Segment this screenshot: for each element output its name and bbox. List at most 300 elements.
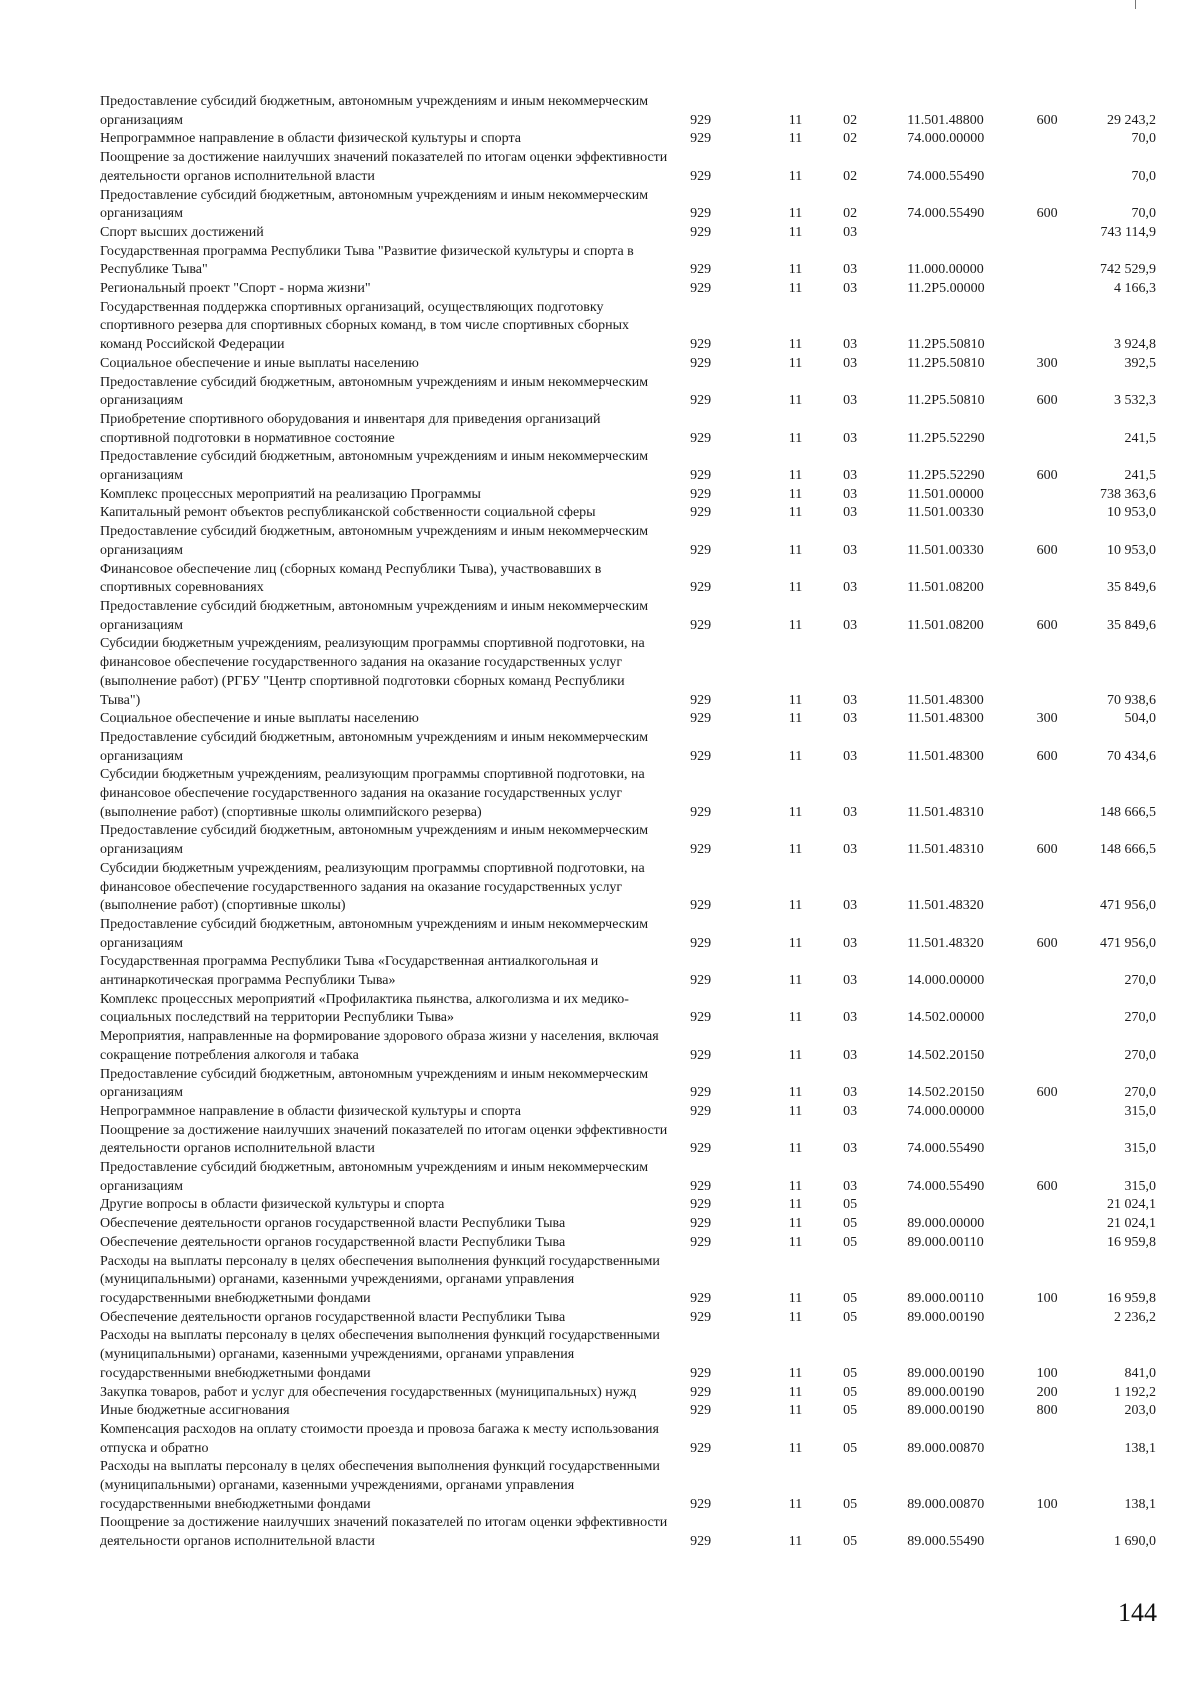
row-sum: 270,0: [1124, 1010, 1156, 1026]
row-name: Обеспечение деятельности органов государственной власти Республики Тыва: [100, 1216, 566, 1232]
row-subsection: 03: [843, 842, 858, 858]
row-sum: 10 953,0: [1106, 542, 1156, 558]
row-article: 11.501.48310: [907, 842, 984, 858]
table-row: [100, 1402, 1160, 1421]
row-name: Социальное обеспечение и иные выплаты населению: [100, 711, 419, 727]
row-article: 14.502.20150: [907, 1047, 985, 1063]
row-section: 11: [788, 262, 803, 278]
row-section: 11: [788, 1496, 803, 1512]
row-article: 11.501.48800: [907, 112, 984, 128]
table-row: [100, 93, 1160, 130]
row-article: 89.000.00190: [907, 1365, 985, 1381]
row-subsection: 03: [843, 580, 858, 596]
row-subsection: 05: [843, 1384, 858, 1400]
row-section: 11: [788, 935, 803, 951]
row-article: 14.000.00000: [907, 973, 985, 989]
row-code: 929: [690, 486, 712, 502]
row-code: 929: [690, 935, 712, 951]
row-section: 11: [788, 542, 803, 558]
row-code: 929: [690, 617, 712, 633]
row-subsection: 03: [843, 224, 858, 240]
row-section: 11: [788, 486, 803, 502]
row-section: 11: [788, 1309, 803, 1325]
row-section: 11: [788, 898, 803, 914]
row-subsection: 03: [843, 281, 858, 297]
row-subsection: 05: [843, 1440, 858, 1456]
row-sum: 16 959,8: [1106, 1291, 1156, 1306]
row-code: 929: [690, 1047, 712, 1063]
table-row: [100, 916, 1160, 953]
row-name: Обеспечение деятельности органов государственной власти Республики Тыва: [100, 1234, 566, 1250]
row-article: 74.000.00000: [907, 131, 985, 147]
table-row: [100, 953, 1160, 990]
table-row: [100, 561, 1160, 598]
row-code: 929: [690, 580, 712, 596]
row-subsection: 03: [843, 1085, 858, 1101]
row-subsection: 03: [843, 1103, 858, 1119]
row-code: 929: [690, 898, 712, 914]
row-name: Мероприятия, направленные на формирование здорового образа жизни у населения, включая сокращение потребления алкоголя и табака: [100, 1029, 659, 1063]
row-name: Предоставление субсидий бюджетным, автономным учреждениям и иным некоммерческим организациям: [100, 1066, 649, 1101]
table-row: [100, 1384, 1160, 1403]
row-code: 929: [690, 112, 712, 128]
row-article: 14.502.20150: [907, 1085, 985, 1101]
row-subsection: 05: [843, 1309, 858, 1325]
row-subsection: 03: [843, 468, 858, 484]
row-name: Предоставление субсидий бюджетным, автономным учреждениям и иным некоммерческим организациям: [100, 524, 649, 558]
row-name: Поощрение за достижение наилучших значений показателей по итогам оценки эффективности деятельности органов исполнительной власти: [100, 1515, 668, 1550]
row-section: 11: [788, 1216, 803, 1232]
row-sum: 2 236,2: [1113, 1309, 1156, 1325]
table-row: [100, 729, 1160, 766]
row-subsection: 03: [843, 1047, 858, 1063]
row-sum: 742 529,9: [1099, 262, 1156, 278]
row-sum: 270,0: [1124, 1085, 1156, 1101]
row-sum: 70 434,6: [1106, 748, 1156, 764]
row-sum: 10 953,0: [1106, 505, 1156, 521]
table-row: [100, 1103, 1160, 1122]
row-subsection: 03: [843, 711, 858, 727]
row-name: Предоставление субсидий бюджетным, автономным учреждениям и иным некоммерческим организациям: [100, 1160, 649, 1194]
row-subsection: 02: [843, 112, 858, 128]
row-article: 11.501.48320: [907, 935, 984, 951]
budget-table: [100, 93, 1160, 1552]
row-article: 74.000.55490: [907, 1141, 985, 1157]
row-name: Предоставление субсидий бюджетным, автономным учреждениям и иным некоммерческим организациям: [100, 823, 649, 858]
row-section: 11: [788, 1010, 803, 1026]
row-section: 11: [788, 355, 803, 371]
table-row: [100, 1159, 1160, 1196]
row-section: 11: [788, 168, 803, 184]
row-name: Субсидии бюджетным учреждениям, реализующим программы спортивной подготовки, на финансовое обеспечение государственного задания на оказание государственных услуг (выполнение работ) (спортивные школы): [100, 860, 645, 914]
row-article: 11.501.08200: [907, 580, 984, 596]
row-expense-type: 600: [1036, 617, 1058, 633]
row-article: 14.502.00000: [907, 1010, 985, 1026]
row-subsection: 02: [843, 131, 858, 147]
table-row: [100, 280, 1160, 299]
row-code: 929: [690, 1197, 712, 1213]
row-subsection: 03: [843, 973, 858, 989]
row-article: 11.501.00000: [907, 486, 984, 502]
row-expense-type: 100: [1036, 1365, 1058, 1381]
row-code: 929: [690, 542, 712, 558]
row-section: 11: [788, 1103, 803, 1119]
row-code: 929: [690, 973, 712, 989]
scan-edge-mark: [1135, 0, 1136, 9]
row-name: Государственная программа Республики Тыва "Развитие физической культуры и спорта в Республике Тыва": [100, 243, 634, 278]
row-section: 11: [788, 430, 803, 446]
row-name: Предоставление субсидий бюджетным, автономным учреждениям и иным некоммерческим организациям: [100, 449, 649, 484]
table-row: [100, 860, 1160, 916]
row-sum: 148 666,5: [1099, 842, 1156, 858]
table-row: [100, 1253, 1160, 1309]
row-name: Предоставление субсидий бюджетным, автономным учреждениям и иным некоммерческим организациям: [100, 94, 649, 128]
row-article: 89.000.00110: [907, 1291, 984, 1306]
row-subsection: 05: [843, 1234, 858, 1250]
table-row: [100, 1234, 1160, 1253]
row-sum: 138,1: [1124, 1496, 1156, 1512]
table-row: [100, 635, 1160, 710]
row-subsection: 05: [843, 1403, 858, 1419]
row-code: 929: [690, 1085, 712, 1101]
row-article: 11.2P5.50810: [907, 393, 985, 409]
row-subsection: 02: [843, 168, 858, 184]
table-row: [100, 299, 1160, 355]
table-row: [100, 1028, 1160, 1065]
row-section: 11: [788, 206, 803, 222]
row-article: 11.501.08200: [907, 617, 984, 633]
row-subsection: 03: [843, 393, 858, 409]
row-sum: 1 192,2: [1113, 1384, 1156, 1400]
table-row: [100, 523, 1160, 560]
row-name: Спорт высших достижений: [100, 224, 264, 240]
row-subsection: 05: [843, 1216, 858, 1232]
row-section: 11: [788, 1085, 803, 1101]
row-section: 11: [788, 1440, 803, 1456]
row-sum: 35 849,6: [1106, 580, 1156, 596]
row-sum: 471 956,0: [1099, 935, 1156, 951]
row-name: Закупка товаров, работ и услуг для обеспечения государственных (муниципальных) нужд: [100, 1384, 637, 1400]
row-sum: 3 924,8: [1113, 337, 1156, 353]
page-number: 144: [1118, 1598, 1157, 1627]
row-section: 11: [788, 711, 803, 727]
row-name: Предоставление субсидий бюджетным, автономным учреждениям и иным некоммерческим организациям: [100, 598, 649, 633]
row-subsection: 03: [843, 898, 858, 914]
row-sum: 35 849,6: [1106, 617, 1156, 633]
row-article: 89.000.00190: [907, 1384, 985, 1400]
row-expense-type: 600: [1036, 468, 1058, 484]
row-subsection: 03: [843, 262, 858, 278]
row-section: 11: [788, 1047, 803, 1063]
row-article: 89.000.00190: [907, 1309, 985, 1325]
row-section: 11: [788, 842, 803, 858]
row-section: 11: [788, 748, 803, 764]
row-subsection: 03: [843, 692, 858, 708]
row-sum: 504,0: [1124, 711, 1156, 727]
row-sum: 70,0: [1131, 206, 1156, 222]
table-row: [100, 149, 1160, 186]
row-code: 929: [690, 168, 712, 184]
row-article: 11.501.48310: [907, 804, 984, 820]
table-row: [100, 130, 1160, 149]
table-row: [100, 1458, 1160, 1514]
row-sum: 1 690,0: [1113, 1534, 1156, 1550]
row-sum: 841,0: [1124, 1365, 1156, 1381]
row-code: 929: [690, 468, 712, 484]
row-sum: 392,5: [1124, 355, 1156, 371]
row-section: 11: [788, 1365, 803, 1381]
row-name: Другие вопросы в области физической культуры и спорта: [100, 1197, 445, 1213]
table-row: [100, 448, 1160, 485]
row-code: 929: [690, 692, 712, 708]
row-section: 11: [788, 112, 803, 128]
row-subsection: 03: [843, 617, 858, 633]
row-code: 929: [690, 1309, 712, 1325]
row-article: 89.000.55490: [907, 1534, 985, 1550]
row-sum: 315,0: [1124, 1103, 1156, 1119]
row-code: 929: [690, 748, 712, 764]
row-code: 929: [690, 131, 712, 147]
row-subsection: 02: [843, 206, 858, 222]
row-expense-type: 200: [1036, 1384, 1058, 1400]
row-code: 929: [690, 1365, 712, 1381]
row-section: 11: [788, 224, 803, 240]
row-code: 929: [690, 1403, 712, 1419]
row-section: 11: [788, 1534, 803, 1550]
row-code: 929: [690, 355, 712, 371]
table-row: [100, 766, 1160, 822]
row-expense-type: 600: [1036, 748, 1058, 764]
row-sum: 70 938,6: [1106, 692, 1156, 708]
row-article: 11.501.48300: [907, 748, 984, 764]
row-subsection: 03: [843, 748, 858, 764]
row-article: 74.000.55490: [907, 1178, 985, 1194]
table-row: [100, 1514, 1160, 1551]
row-section: 11: [788, 617, 803, 633]
row-article: 89.000.00870: [907, 1440, 985, 1456]
row-name: Поощрение за достижение наилучших значений показателей по итогам оценки эффективности деятельности органов исполнительной власти: [100, 1122, 668, 1157]
row-name: Предоставление субсидий бюджетным, автономным учреждениям и иным некоммерческим организациям: [100, 916, 649, 951]
row-code: 929: [690, 711, 712, 727]
row-article: 74.000.55490: [907, 168, 985, 184]
row-article: 74.000.55490: [907, 206, 985, 222]
row-sum: 148 666,5: [1099, 804, 1156, 820]
row-section: 11: [788, 973, 803, 989]
row-section: 11: [788, 131, 803, 147]
row-article: 11.2P5.52290: [907, 468, 985, 484]
row-article: 11.000.00000: [907, 262, 984, 278]
row-section: 11: [788, 468, 803, 484]
row-sum: 21 024,1: [1106, 1197, 1156, 1213]
row-section: 11: [788, 1291, 803, 1306]
row-name: Государственная поддержка спортивных организаций, осуществляющих подготовку спортивного резерва для спортивных сборных команд, в том числе спортивных сборных команд Российской Федерации: [100, 299, 630, 353]
row-expense-type: 300: [1036, 711, 1058, 727]
row-sum: 738 363,6: [1099, 486, 1156, 502]
row-name: Непрограммное направление в области физической культуры и спорта: [100, 1103, 521, 1119]
row-code: 929: [690, 1141, 712, 1157]
row-article: 11.501.48300: [907, 711, 984, 727]
row-code: 929: [690, 224, 712, 240]
row-sum: 743 114,9: [1100, 224, 1156, 240]
row-code: 929: [690, 505, 712, 521]
row-subsection: 03: [843, 505, 858, 521]
row-name: Субсидии бюджетным учреждениям, реализующим программы спортивной подготовки, на финансовое обеспечение государственного задания на оказание государственных услуг (выполнение работ) (РГБУ "Центр спортивной подготовки сборных команд Республики Тыва"): [100, 636, 645, 708]
row-expense-type: 600: [1036, 542, 1058, 558]
table-row: [100, 1215, 1160, 1234]
row-subsection: 03: [843, 804, 858, 820]
row-name: Иные бюджетные ассигнования: [100, 1403, 290, 1419]
row-name: Поощрение за достижение наилучших значений показателей по итогам оценки эффективности деятельности органов исполнительной власти: [100, 150, 668, 184]
row-article: 89.000.00190: [907, 1403, 985, 1419]
row-expense-type: 800: [1036, 1403, 1058, 1419]
row-article: 11.2P5.50810: [907, 355, 985, 371]
table-row: [100, 504, 1160, 523]
row-article: 11.2P5.50810: [907, 337, 985, 353]
row-section: 11: [788, 281, 803, 297]
row-name: Обеспечение деятельности органов государственной власти Республики Тыва: [100, 1309, 566, 1325]
row-subsection: 03: [843, 935, 858, 951]
row-subsection: 03: [843, 1010, 858, 1026]
row-expense-type: 100: [1036, 1291, 1058, 1306]
table-row: [100, 710, 1160, 729]
row-article: 11.501.48320: [907, 898, 984, 914]
table-row: [100, 224, 1160, 243]
row-sum: 16 959,8: [1106, 1234, 1156, 1250]
row-expense-type: 600: [1036, 935, 1058, 951]
row-expense-type: 100: [1036, 1496, 1058, 1512]
row-section: 11: [788, 1141, 803, 1157]
row-subsection: 05: [843, 1496, 858, 1512]
table-row: [100, 411, 1160, 448]
row-name: Расходы на выплаты персоналу в целях обеспечения выполнения функций государственными (муниципальными) органами, казенными учреждениями, органами управления государственными внебюджетными фондами: [100, 1328, 660, 1381]
row-name: Приобретение спортивного оборудования и инвентаря для приведения организаций спортивной подготовки в нормативное состояние: [100, 411, 601, 446]
row-subsection: 03: [843, 542, 858, 558]
row-code: 929: [690, 1010, 712, 1026]
row-code: 929: [690, 1534, 712, 1550]
row-section: 11: [788, 1234, 803, 1250]
row-section: 11: [788, 1384, 803, 1400]
row-name: Государственная программа Республики Тыва «Государственная антиалкогольная и антинаркотическая программа Республики Тыва»: [100, 954, 599, 989]
row-name: Социальное обеспечение и иные выплаты населению: [100, 355, 419, 371]
row-name: Расходы на выплаты персоналу в целях обеспечения выполнения функций государственными (муниципальными) органами, казенными учреждениями, органами управления государственными внебюджетными фондами: [100, 1253, 660, 1306]
row-expense-type: 600: [1036, 393, 1058, 409]
table-row: [100, 991, 1160, 1028]
row-expense-type: 600: [1036, 1178, 1058, 1194]
row-subsection: 05: [843, 1291, 858, 1306]
row-section: 11: [788, 804, 803, 820]
table-row: [100, 1309, 1160, 1328]
row-code: 929: [690, 1234, 712, 1250]
row-article: 89.000.00110: [907, 1234, 984, 1250]
row-sum: 315,0: [1124, 1178, 1156, 1194]
row-section: 11: [788, 1403, 803, 1419]
row-name: Финансовое обеспечение лиц (сборных команд Республики Тыва), участвовавших в спортивных соревнованиях: [100, 561, 602, 596]
row-sum: 471 956,0: [1099, 898, 1156, 914]
row-section: 11: [788, 393, 803, 409]
table-row: [100, 598, 1160, 635]
row-article: 11.501.48300: [907, 692, 984, 708]
table-row: [100, 355, 1160, 374]
row-code: 929: [690, 804, 712, 820]
row-sum: 270,0: [1124, 973, 1156, 989]
row-name: Комплекс процессных мероприятий на реализацию Программы: [100, 486, 481, 502]
row-code: 929: [690, 1496, 712, 1512]
row-code: 929: [690, 1291, 712, 1306]
row-name: Предоставление субсидий бюджетным, автономным учреждениям и иным некоммерческим организациям: [100, 374, 649, 409]
row-section: 11: [788, 1197, 803, 1213]
row-code: 929: [690, 1440, 712, 1456]
row-article: 89.000.00870: [907, 1496, 985, 1512]
row-article: 11.2P5.00000: [907, 281, 985, 297]
row-code: 929: [690, 337, 712, 353]
row-code: 929: [690, 430, 712, 446]
row-section: 11: [788, 692, 803, 708]
row-subsection: 05: [843, 1365, 858, 1381]
row-name: Расходы на выплаты персоналу в целях обеспечения выполнения функций государственными (муниципальными) органами, казенными учреждениями, органами управления государственными внебюджетными фондами: [100, 1459, 660, 1512]
row-section: 11: [788, 1178, 803, 1194]
row-code: 929: [690, 1178, 712, 1194]
row-name: Предоставление субсидий бюджетным, автономным учреждениям и иным некоммерческим организациям: [100, 729, 649, 764]
row-subsection: 03: [843, 355, 858, 371]
row-expense-type: 600: [1036, 112, 1058, 128]
row-expense-type: 600: [1036, 842, 1058, 858]
row-subsection: 03: [843, 1141, 858, 1157]
row-name: Региональный проект "Спорт - норма жизни": [100, 281, 371, 297]
row-subsection: 03: [843, 486, 858, 502]
table-row: [100, 1122, 1160, 1159]
row-sum: 29 243,2: [1106, 112, 1156, 128]
row-sum: 3 532,3: [1113, 393, 1156, 409]
row-name: Непрограммное направление в области физической культуры и спорта: [100, 131, 521, 147]
row-subsection: 03: [843, 430, 858, 446]
row-sum: 70,0: [1131, 131, 1156, 147]
row-code: 929: [690, 281, 712, 297]
table-row: [100, 243, 1160, 280]
row-expense-type: 600: [1036, 1085, 1058, 1101]
row-sum: 241,5: [1124, 430, 1156, 446]
row-subsection: 03: [843, 337, 858, 353]
row-subsection: 05: [843, 1197, 858, 1213]
row-sum: 203,0: [1124, 1403, 1156, 1419]
row-name: Капитальный ремонт объектов республиканской собственности социальной сферы: [100, 505, 596, 521]
row-name: Комплекс процессных мероприятий «Профилактика пьянства, алкоголизма и их медико-социальных последствий на территории Республики Тыва»: [100, 991, 629, 1026]
table-row: [100, 822, 1160, 859]
row-code: 929: [690, 262, 712, 278]
table-row: [100, 1421, 1160, 1458]
table-row: [100, 1327, 1160, 1383]
row-sum: 21 024,1: [1106, 1216, 1156, 1232]
row-code: 929: [690, 393, 712, 409]
row-code: 929: [690, 1103, 712, 1119]
row-name: Субсидии бюджетным учреждениям, реализующим программы спортивной подготовки, на финансовое обеспечение государственного задания на оказание государственных услуг (выполнение работ) (спортивные школы олимпийского резерва): [100, 767, 645, 820]
row-sum: 4 166,3: [1113, 281, 1156, 297]
table-row: [100, 1196, 1160, 1215]
row-section: 11: [788, 580, 803, 596]
row-article: 11.501.00330: [907, 505, 984, 521]
row-article: 11.2P5.52290: [907, 430, 985, 446]
table-row: [100, 187, 1160, 224]
row-code: 929: [690, 206, 712, 222]
row-expense-type: 300: [1036, 355, 1058, 371]
row-subsection: 05: [843, 1534, 858, 1550]
table-row: [100, 374, 1160, 411]
row-name: Компенсация расходов на оплату стоимости проезда и провоза багажа к месту использования отпуска и обратно: [100, 1421, 659, 1456]
table-row: [100, 1066, 1160, 1103]
table-row: [100, 486, 1160, 505]
row-code: 929: [690, 1216, 712, 1232]
row-sum: 138,1: [1124, 1440, 1156, 1456]
row-code: 929: [690, 842, 712, 858]
